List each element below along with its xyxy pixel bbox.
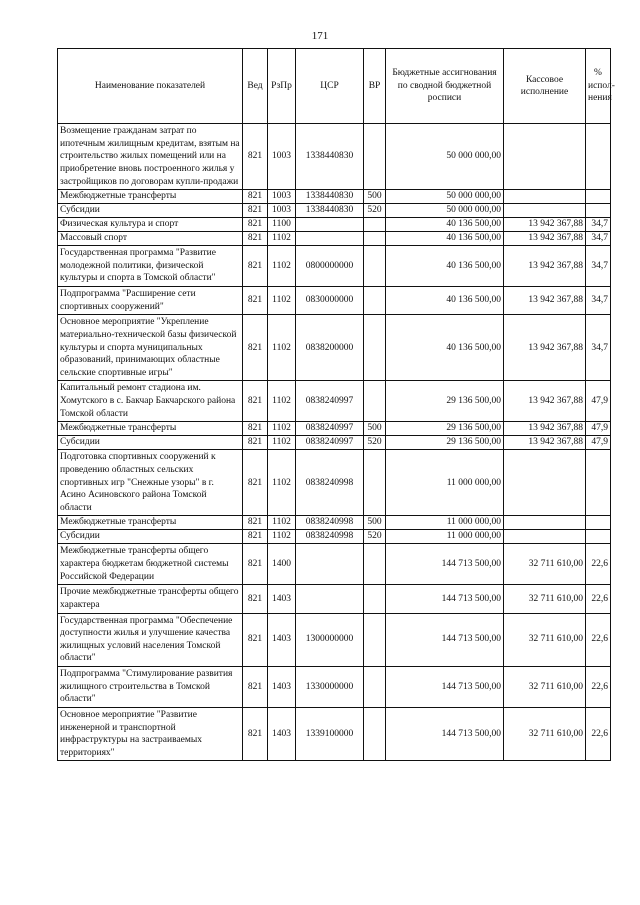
cell-executed <box>504 530 586 544</box>
cell-assigned: 11 000 000,00 <box>386 516 504 530</box>
cell-vr <box>364 707 386 761</box>
cell-percent <box>586 450 611 516</box>
cell-vr: 500 <box>364 516 386 530</box>
cell-name: Субсидии <box>58 436 243 450</box>
table-row <box>58 246 611 287</box>
cell-vr <box>364 315 386 381</box>
cell-name: Межбюджетные трансферты <box>58 190 243 204</box>
cell-name: Прочие межбюджетные трансферты общего характера <box>58 585 243 613</box>
cell-executed <box>504 450 586 516</box>
cell-ved: 821 <box>243 246 268 287</box>
cell-executed: 13 942 367,88 <box>504 315 586 381</box>
cell-assigned: 50 000 000,00 <box>386 190 504 204</box>
cell-percent <box>586 190 611 204</box>
cell-ved: 821 <box>243 667 268 708</box>
table-row <box>58 124 611 190</box>
table-row <box>58 613 611 667</box>
cell-assigned: 40 136 500,00 <box>386 246 504 287</box>
cell-percent: 34,7 <box>586 232 611 246</box>
cell-percent: 22,6 <box>586 544 611 585</box>
cell-vr: 520 <box>364 204 386 218</box>
cell-rzpr: 1102 <box>268 232 296 246</box>
cell-name: Межбюджетные трансферты <box>58 516 243 530</box>
cell-assigned: 29 136 500,00 <box>386 422 504 436</box>
cell-executed <box>504 204 586 218</box>
cell-rzpr: 1102 <box>268 287 296 315</box>
cell-ved: 821 <box>243 422 268 436</box>
table-row <box>58 436 611 450</box>
cell-ved: 821 <box>243 436 268 450</box>
cell-name: Государственная программа "Обеспечение доступности жилья и улучшение качества жилищных условий населения Томской области" <box>58 613 243 667</box>
cell-vr <box>364 667 386 708</box>
cell-executed: 13 942 367,88 <box>504 436 586 450</box>
cell-percent: 34,7 <box>586 287 611 315</box>
cell-rzpr: 1102 <box>268 516 296 530</box>
cell-vr <box>364 585 386 613</box>
cell-name: Капитальный ремонт стадиона им. Хомутского в с. Бакчар Бакчарского района Томской области <box>58 381 243 422</box>
cell-name: Физическая культура и спорт <box>58 218 243 232</box>
table-row <box>58 585 611 613</box>
cell-name: Межбюджетные трансферты <box>58 422 243 436</box>
cell-assigned: 40 136 500,00 <box>386 218 504 232</box>
cell-assigned: 40 136 500,00 <box>386 232 504 246</box>
table-row <box>58 707 611 761</box>
cell-rzpr: 1003 <box>268 190 296 204</box>
cell-ved: 821 <box>243 124 268 190</box>
cell-percent <box>586 204 611 218</box>
cell-name: Основное мероприятие "Укрепление материально-технической базы физической культуры и спорта муниципальных образований, принимающих областные сельские спортивные игры" <box>58 315 243 381</box>
cell-ved: 821 <box>243 381 268 422</box>
cell-csr: 1330000000 <box>296 667 364 708</box>
cell-percent: 47,9 <box>586 436 611 450</box>
cell-assigned: 40 136 500,00 <box>386 287 504 315</box>
cell-ved: 821 <box>243 544 268 585</box>
cell-name: Массовый спорт <box>58 232 243 246</box>
cell-executed: 13 942 367,88 <box>504 287 586 315</box>
cell-csr: 1300000000 <box>296 613 364 667</box>
cell-csr <box>296 232 364 246</box>
cell-ved: 821 <box>243 516 268 530</box>
cell-assigned: 29 136 500,00 <box>386 436 504 450</box>
cell-executed: 13 942 367,88 <box>504 232 586 246</box>
cell-assigned: 40 136 500,00 <box>386 315 504 381</box>
cell-name: Подготовка спортивных сооружений к проведению областных сельских спортивных игр "Снежные узоры" в г. Асино Асиновского района Томской области <box>58 450 243 516</box>
table-row <box>58 667 611 708</box>
cell-csr: 0838240997 <box>296 381 364 422</box>
cell-vr <box>364 381 386 422</box>
table-row <box>58 315 611 381</box>
cell-executed: 32 711 610,00 <box>504 585 586 613</box>
cell-ved: 821 <box>243 585 268 613</box>
cell-percent: 34,7 <box>586 218 611 232</box>
cell-ved: 821 <box>243 613 268 667</box>
cell-csr: 0838240998 <box>296 530 364 544</box>
cell-rzpr: 1102 <box>268 422 296 436</box>
table-row <box>58 287 611 315</box>
cell-assigned: 144 713 500,00 <box>386 585 504 613</box>
cell-ved: 821 <box>243 204 268 218</box>
cell-csr <box>296 544 364 585</box>
table-row <box>58 544 611 585</box>
cell-vr <box>364 124 386 190</box>
cell-executed: 32 711 610,00 <box>504 667 586 708</box>
cell-rzpr: 1003 <box>268 124 296 190</box>
cell-csr: 0838200000 <box>296 315 364 381</box>
cell-name: Субсидии <box>58 530 243 544</box>
cell-vr <box>364 232 386 246</box>
cell-assigned: 144 713 500,00 <box>386 613 504 667</box>
cell-executed <box>504 516 586 530</box>
cell-vr <box>364 544 386 585</box>
page-number: 171 <box>311 30 329 42</box>
header-name: Наименование показателей <box>58 49 243 124</box>
cell-rzpr: 1003 <box>268 204 296 218</box>
cell-assigned: 144 713 500,00 <box>386 707 504 761</box>
cell-vr <box>364 613 386 667</box>
cell-ved: 821 <box>243 315 268 381</box>
cell-percent: 22,6 <box>586 613 611 667</box>
cell-executed <box>504 190 586 204</box>
cell-csr: 1338440830 <box>296 190 364 204</box>
cell-executed: 13 942 367,88 <box>504 246 586 287</box>
table-row <box>58 218 611 232</box>
cell-csr: 1338440830 <box>296 124 364 190</box>
budget-execution-table <box>57 48 615 761</box>
cell-rzpr: 1102 <box>268 530 296 544</box>
cell-percent: 34,7 <box>586 315 611 381</box>
cell-csr: 0830000000 <box>296 287 364 315</box>
cell-assigned: 144 713 500,00 <box>386 667 504 708</box>
cell-name: Подпрограмма "Расширение сети спортивных сооружений" <box>58 287 243 315</box>
cell-vr <box>364 246 386 287</box>
table-row <box>58 450 611 516</box>
header-assigned: Бюджетные ассигнования по сводной бюджетной росписи <box>386 49 504 124</box>
cell-rzpr: 1102 <box>268 450 296 516</box>
cell-rzpr: 1100 <box>268 218 296 232</box>
cell-rzpr: 1403 <box>268 585 296 613</box>
cell-percent: 22,6 <box>586 585 611 613</box>
cell-percent <box>586 124 611 190</box>
cell-csr: 0800000000 <box>296 246 364 287</box>
table-header-row <box>58 49 611 124</box>
cell-ved: 821 <box>243 450 268 516</box>
cell-percent <box>586 516 611 530</box>
cell-ved: 821 <box>243 287 268 315</box>
cell-executed: 13 942 367,88 <box>504 422 586 436</box>
cell-executed: 32 711 610,00 <box>504 544 586 585</box>
cell-name: Возмещение гражданам затрат по ипотечным жилищным кредитам, взятым на строительство жилых помещений или на приобретение вновь построенного жилья у застройщиков по договорам купли-продажи <box>58 124 243 190</box>
cell-ved: 821 <box>243 530 268 544</box>
header-percent: % испол-нения <box>586 49 611 124</box>
cell-csr: 0838240998 <box>296 450 364 516</box>
cell-rzpr: 1403 <box>268 707 296 761</box>
cell-csr: 1339100000 <box>296 707 364 761</box>
cell-vr: 520 <box>364 436 386 450</box>
table-row <box>58 530 611 544</box>
cell-percent: 47,9 <box>586 381 611 422</box>
cell-percent: 47,9 <box>586 422 611 436</box>
cell-csr: 0838240998 <box>296 516 364 530</box>
cell-rzpr: 1102 <box>268 436 296 450</box>
cell-executed: 32 711 610,00 <box>504 707 586 761</box>
table-row <box>58 204 611 218</box>
cell-percent: 22,6 <box>586 707 611 761</box>
table-row <box>58 516 611 530</box>
cell-assigned: 144 713 500,00 <box>386 544 504 585</box>
cell-rzpr: 1102 <box>268 315 296 381</box>
cell-vr <box>364 218 386 232</box>
cell-assigned: 11 000 000,00 <box>386 450 504 516</box>
table-row <box>58 190 611 204</box>
cell-rzpr: 1102 <box>268 246 296 287</box>
header-csr: ЦСР <box>296 49 364 124</box>
cell-csr: 1338440830 <box>296 204 364 218</box>
cell-ved: 821 <box>243 218 268 232</box>
cell-csr <box>296 218 364 232</box>
cell-assigned: 50 000 000,00 <box>386 204 504 218</box>
cell-vr: 500 <box>364 422 386 436</box>
cell-assigned: 11 000 000,00 <box>386 530 504 544</box>
cell-vr: 500 <box>364 190 386 204</box>
cell-csr: 0838240997 <box>296 422 364 436</box>
cell-percent <box>586 530 611 544</box>
cell-ved: 821 <box>243 190 268 204</box>
cell-percent: 34,7 <box>586 246 611 287</box>
cell-rzpr: 1403 <box>268 613 296 667</box>
cell-rzpr: 1102 <box>268 381 296 422</box>
cell-assigned: 29 136 500,00 <box>386 381 504 422</box>
cell-vr: 520 <box>364 530 386 544</box>
header-rzpr: РзПр <box>268 49 296 124</box>
header-vr: ВР <box>364 49 386 124</box>
cell-name: Основное мероприятие "Развитие инженерной и транспортной инфраструктуры на застраиваемых территориях" <box>58 707 243 761</box>
table-row <box>58 422 611 436</box>
cell-ved: 821 <box>243 707 268 761</box>
header-executed: Кассовое исполнение <box>504 49 586 124</box>
cell-executed: 13 942 367,88 <box>504 218 586 232</box>
cell-vr <box>364 450 386 516</box>
cell-name: Субсидии <box>58 204 243 218</box>
cell-ved: 821 <box>243 232 268 246</box>
table-row <box>58 232 611 246</box>
cell-name: Подпрограмма "Стимулирование развития жилищного строительства в Томской области" <box>58 667 243 708</box>
cell-name: Межбюджетные трансферты общего характера бюджетам бюджетной системы Российской Федерации <box>58 544 243 585</box>
cell-vr <box>364 287 386 315</box>
cell-name: Государственная программа "Развитие молодежной политики, физической культуры и спорта в Томской области" <box>58 246 243 287</box>
cell-csr: 0838240997 <box>296 436 364 450</box>
header-ved: Вед <box>243 49 268 124</box>
cell-executed: 13 942 367,88 <box>504 381 586 422</box>
cell-assigned: 50 000 000,00 <box>386 124 504 190</box>
cell-rzpr: 1403 <box>268 667 296 708</box>
cell-executed <box>504 124 586 190</box>
table-body <box>58 124 611 761</box>
cell-executed: 32 711 610,00 <box>504 613 586 667</box>
table-row <box>58 381 611 422</box>
cell-rzpr: 1400 <box>268 544 296 585</box>
cell-csr <box>296 585 364 613</box>
cell-percent: 22,6 <box>586 667 611 708</box>
